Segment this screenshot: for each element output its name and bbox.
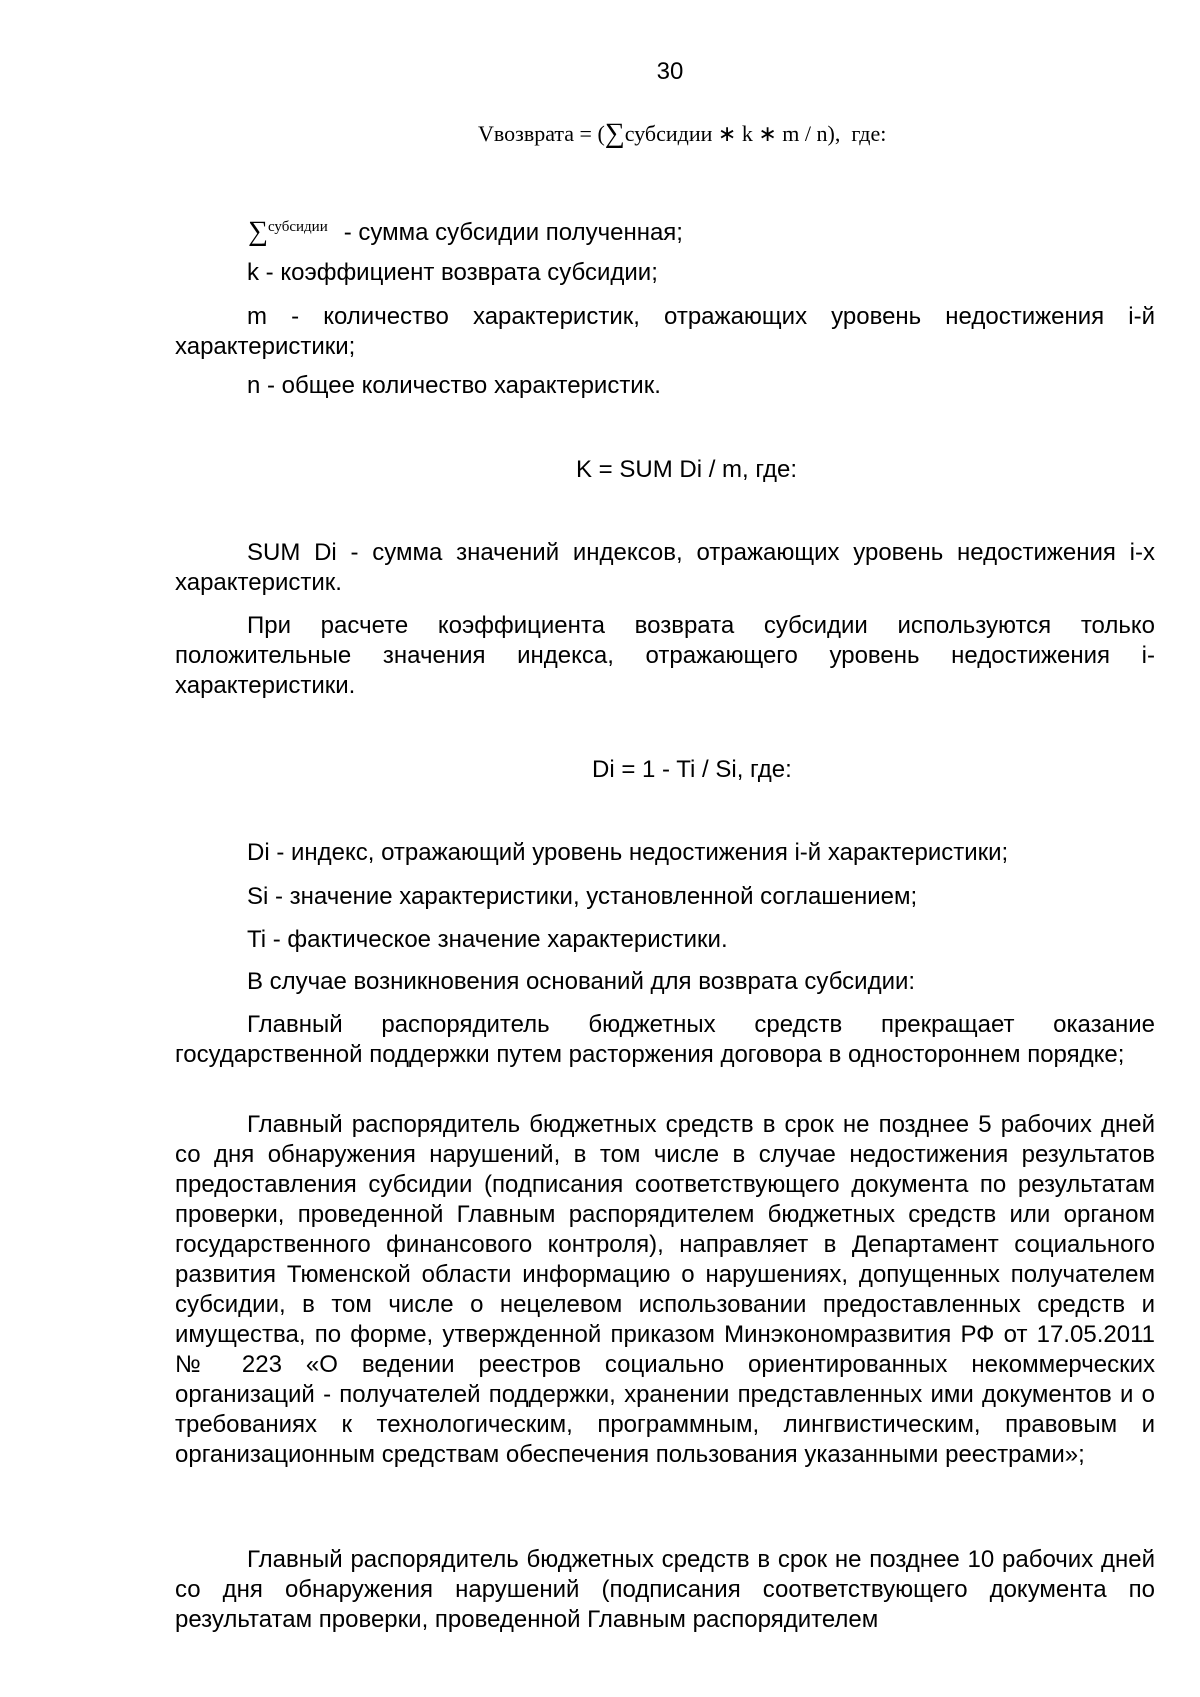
formula-vreturn: [478, 118, 886, 149]
sigma-symbol: ∑: [248, 216, 268, 247]
formula-vreturn-where: где:: [851, 121, 887, 146]
definition-n: n - общее количество характеристик.: [247, 372, 661, 399]
formula-di: Di = 1 - Ti / Si, где:: [592, 756, 792, 783]
sigma-subscript: субсидии: [267, 219, 328, 235]
positive-values-paragraph: При расчете коэффициента возврата субсидии используются только положительные значения индекса, отражающего уровень недостижения i-характеристики.: [175, 612, 1155, 699]
paragraph-terminate-support: Главный распорядитель бюджетных средств прекращает оказание государственной поддержки путем расторжения договора в одностороннем порядке;: [175, 1011, 1155, 1068]
definition-m: m - количество характеристик, отражающих уровень недостижения i-й характеристики;: [175, 303, 1155, 360]
sum-di-definition: SUM Di - сумма значений индексов, отражающих уровень недостижения i-х характеристик.: [175, 539, 1155, 596]
formula-vreturn-lhs: Vвозврата = (: [478, 121, 605, 146]
definition-ti: Ti - фактическое значение характеристики.: [247, 926, 728, 953]
paragraph-ten-days: Главный распорядитель бюджетных средств в срок не позднее 10 рабочих дней со дня обнаружения нарушений (подписания соответствующего документа по результатам проверки, проведенной Главным распорядителем: [175, 1546, 1155, 1633]
definition-sigma-text: - сумма субсидии полученная;: [343, 219, 683, 246]
sigma-symbol: ∑: [604, 118, 625, 149]
definition-k: k - коэффициент возврата субсидии;: [247, 259, 658, 286]
definition-si: Si - значение характеристики, установленной соглашением;: [247, 883, 918, 910]
formula-k: K = SUM Di / m, где:: [576, 456, 798, 483]
definition-sigma: [248, 210, 683, 250]
formula-vreturn-rhs: субсидии ∗ k ∗ m / n),: [624, 121, 841, 146]
page-number: 30: [656, 58, 684, 85]
grounds-intro: В случае возникновения оснований для возврата субсидии:: [247, 968, 916, 995]
paragraph-notify-department: Главный распорядитель бюджетных средств в срок не позднее 5 рабочих дней со дня обнаружения нарушений, в том числе в случае недостижения результатов предоставления субсидии (подписания соответствующего документа по результатам проверки, проведенной Главным распорядителем бюджетных средств или органом государственного финансового контроля), направляет в Департамент социального развития Тюменской области информацию о нарушениях, допущенных получателем субсидии, в том числе о нецелевом использовании предоставленных средств и имущества, по форме, утвержденной приказом Минэкономразвития РФ от 17.05.2011 № 223 «О ведении реестров социально ориентированных некоммерческих организаций - получателей поддержки, хранении представленных ими документов и о требованиях к технологическим, программным, лингвистическим, правовым и организационным средствам обеспечения пользования указанными реестрами»;: [175, 1111, 1155, 1468]
definition-di: Di - индекс, отражающий уровень недостижения i-й характеристики;: [247, 839, 1009, 866]
